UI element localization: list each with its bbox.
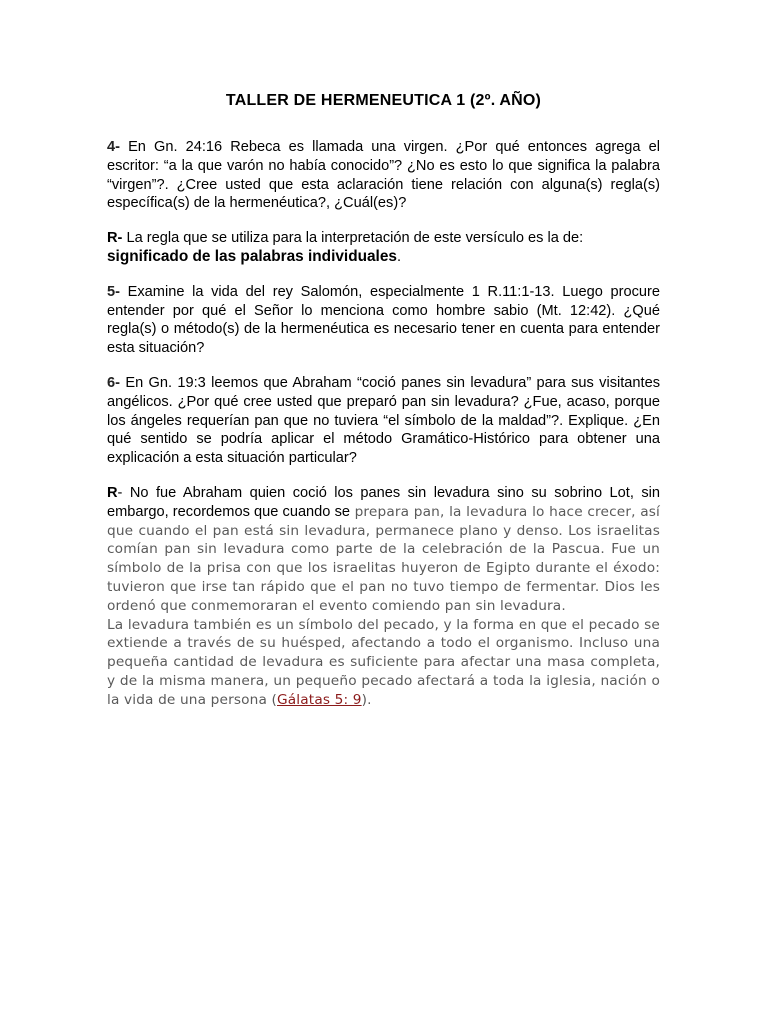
- answer-4-text: La regla que se utiliza para la interpretación de este versículo es la de:: [122, 230, 584, 247]
- question-4-number: 4-: [107, 139, 120, 155]
- question-5: [107, 283, 660, 358]
- question-5-number: 5-: [107, 283, 120, 300]
- question-6-number: 6-: [107, 374, 120, 391]
- question-4-text: En Gn. 24:16 Rebeca es llamada una virgen. ¿Por qué entonces agrega el escritor: “a la que varón no había conocido”? ¿No es esto lo que significa la palabra “virgen”?. ¿Cree usted que esta aclaración tiene relación con alguna(s) regla(s) específica(s) de la hermenéutica?, ¿Cuál(es)?: [107, 139, 660, 212]
- question-4: [107, 138, 660, 213]
- answer-6-explanation: prepara pan, la levadura lo hace crecer, así que cuando el pan está sin levadura, permanece plano y denso. Los israelitas comían pan sin levadura como parte de la celebración de la Pascua. Fue un símbolo de la prisa con que los israelitas huyeron de Egipto durante el éxodo: tuvieron que irse tan rápido que el pan no tuvo tiempo de fermentar. Dios les ordenó que conmemoraran el evento comiendo pan sin levadura.: [107, 503, 660, 614]
- answer-4: [107, 229, 660, 267]
- answer-6-lead: - No fue Abraham quien coció los panes sin levadura sino su sobrino Lot, sin embargo, recordemos que cuando se: [107, 484, 660, 520]
- answer-6-end: ).: [361, 691, 372, 708]
- answer-6-label: R: [107, 484, 118, 501]
- answer-6-continuation: [107, 616, 660, 710]
- answer-6: [107, 484, 660, 616]
- question-5-text: Examine la vida del rey Salomón, especialmente 1 R.11:1-13. Luego procure entender por qué el Señor lo menciona como hombre sabio (Mt. 12:42). ¿Qué regla(s) o método(s) de la hermenéutica es necesario tener en cuenta para entender esta situación?: [107, 283, 660, 357]
- answer-4-emphasis: significado de las palabras individuales: [107, 247, 397, 265]
- answer-6-sin-symbol: La levadura también es un símbolo del pecado, y la forma en que el pecado se extiende a través de su huésped, afectando a todo el organismo. Incluso una pequeña cantidad de levadura es suficiente para afectar una masa completa, y de la misma manera, un pequeño pecado afectará a toda la iglesia, nación o la vida de una persona (: [107, 616, 660, 708]
- galatas-reference-link[interactable]: Gálatas 5: 9: [277, 691, 362, 708]
- answer-4-label: R-: [107, 230, 123, 247]
- page-title: TALLER DE HERMENEUTICA 1 (2º. AÑO): [225, 92, 542, 109]
- question-6: [107, 374, 660, 468]
- answer-4-end: .: [396, 248, 402, 265]
- question-6-text: En Gn. 19:3 leemos que Abraham “coció panes sin levadura” para sus visitantes angélicos. ¿Por qué cree usted que preparó pan sin levadura? ¿Fue, acaso, porque los ángeles requerían pan que no tuviera “el símbolo de la maldad”?. Explique. ¿En qué sentido se podría aplicar el método Gramático-Histórico para obtener una explicación a esta situación particular?: [107, 374, 660, 467]
